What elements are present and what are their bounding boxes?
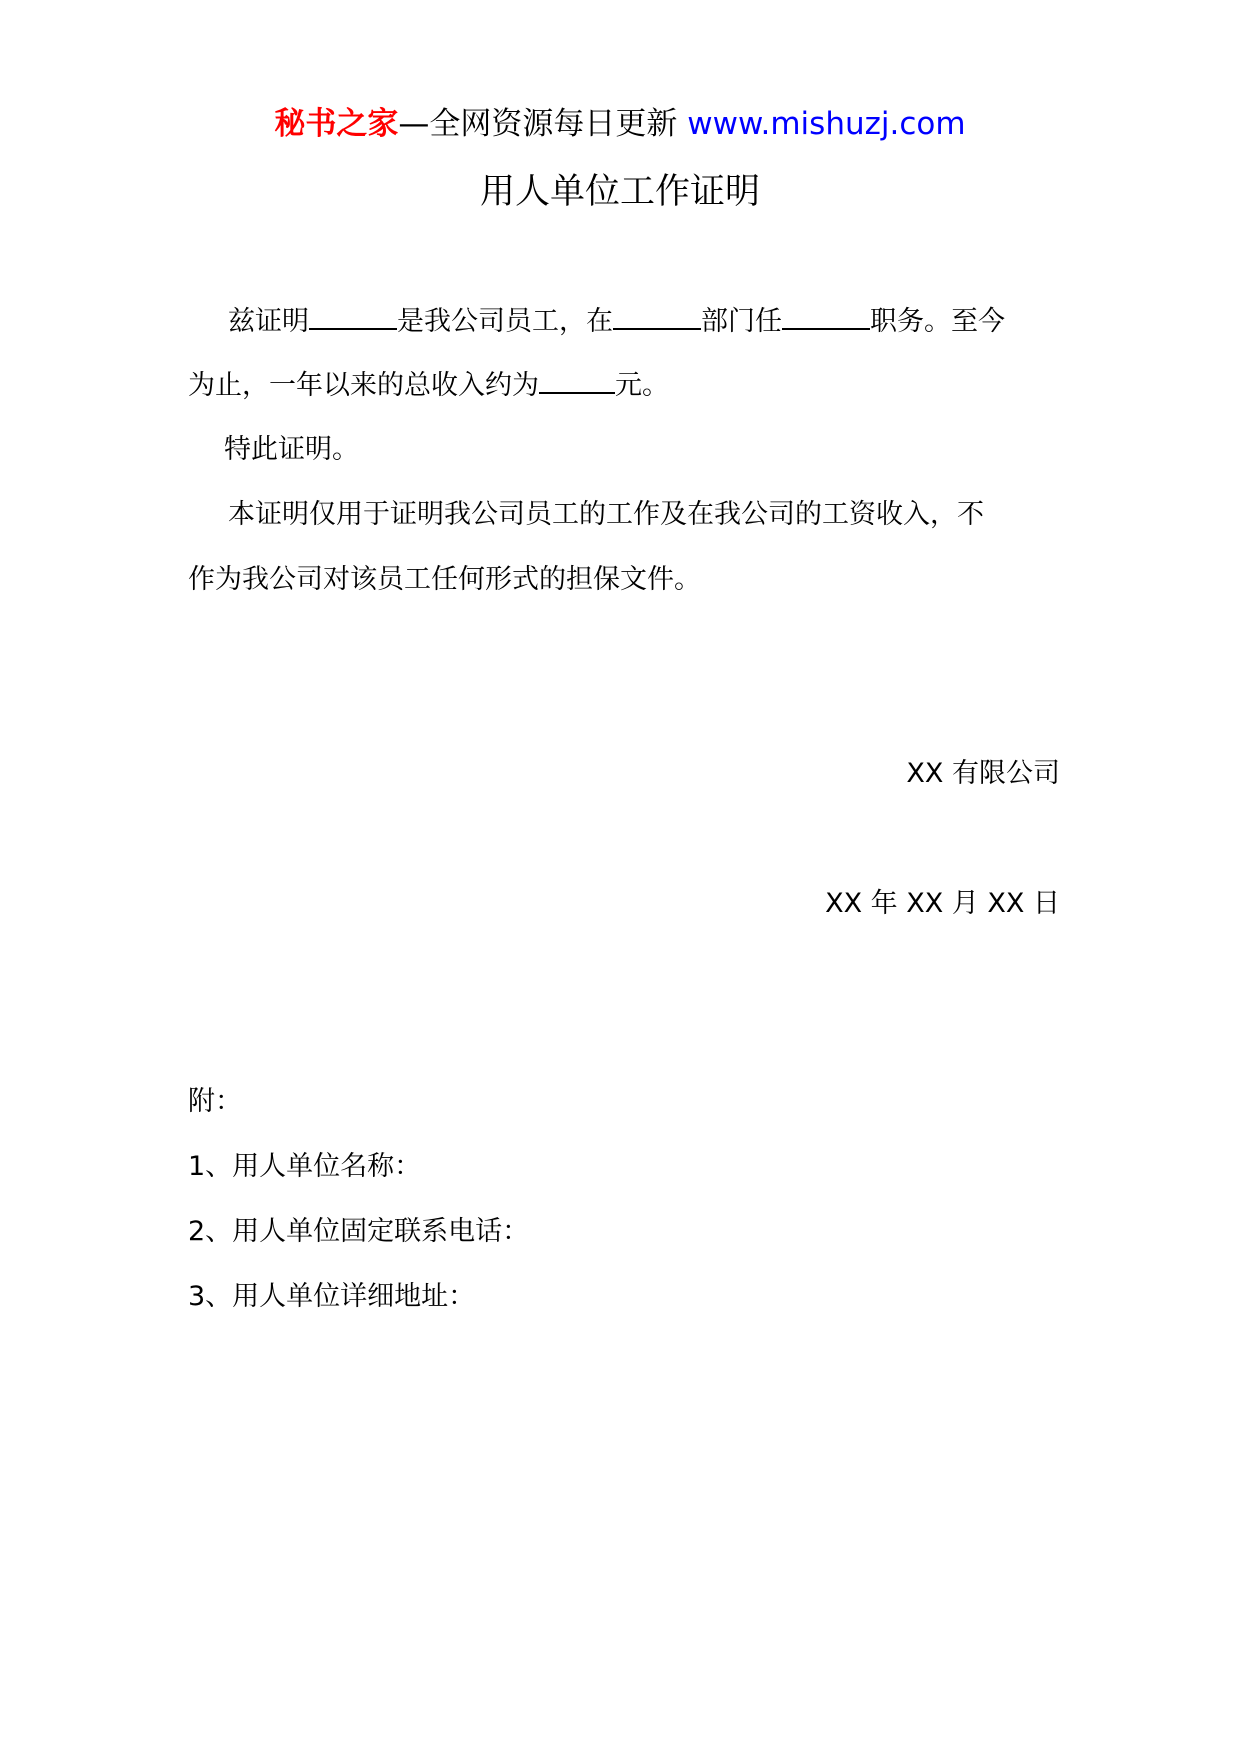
income-blank [539, 364, 615, 394]
certify-text-2: 是我公司员工，在 [397, 306, 613, 337]
company-signature: XX 有限公司 [906, 758, 1060, 789]
name-blank [309, 300, 397, 330]
certify-text-1: 兹证明 [228, 306, 309, 337]
document-title: 用人单位工作证明 [479, 172, 760, 212]
appendix-item: 2、用人单位固定联系电话： [188, 1216, 530, 1247]
certify-text-6: 元。 [615, 370, 669, 401]
brand-name: 秘书之家 [274, 106, 399, 142]
appendix-item: 3、用人单位详细地址： [188, 1281, 476, 1312]
site-header [0, 102, 1240, 146]
paragraph-disclaimer-line-2: 作为我公司对该员工任何形式的担保文件。 [188, 564, 701, 595]
paragraph-disclaimer-line-1: 本证明仅用于证明我公司员工的工作及在我公司的工资收入，不 [228, 499, 984, 530]
paragraph-hereby: 特此证明。 [224, 434, 359, 465]
paragraph-certify-line-1 [228, 300, 1005, 342]
appendix-label: 附： [188, 1086, 242, 1117]
department-blank [613, 300, 701, 330]
appendix-item: 1、用人单位名称： [188, 1151, 422, 1182]
signature-date: XX 年 XX 月 XX 日 [825, 888, 1060, 919]
position-blank [782, 300, 870, 330]
certify-text-5: 为止，一年以来的总收入约为 [188, 370, 539, 401]
certify-text-4: 职务。至今 [870, 306, 1005, 337]
header-slogan: —全网资源每日更新 [398, 106, 678, 142]
paragraph-certify-line-2 [188, 364, 669, 406]
certify-text-3: 部门任 [701, 306, 782, 337]
site-url-link[interactable]: www.mishuzj.com [687, 106, 966, 142]
